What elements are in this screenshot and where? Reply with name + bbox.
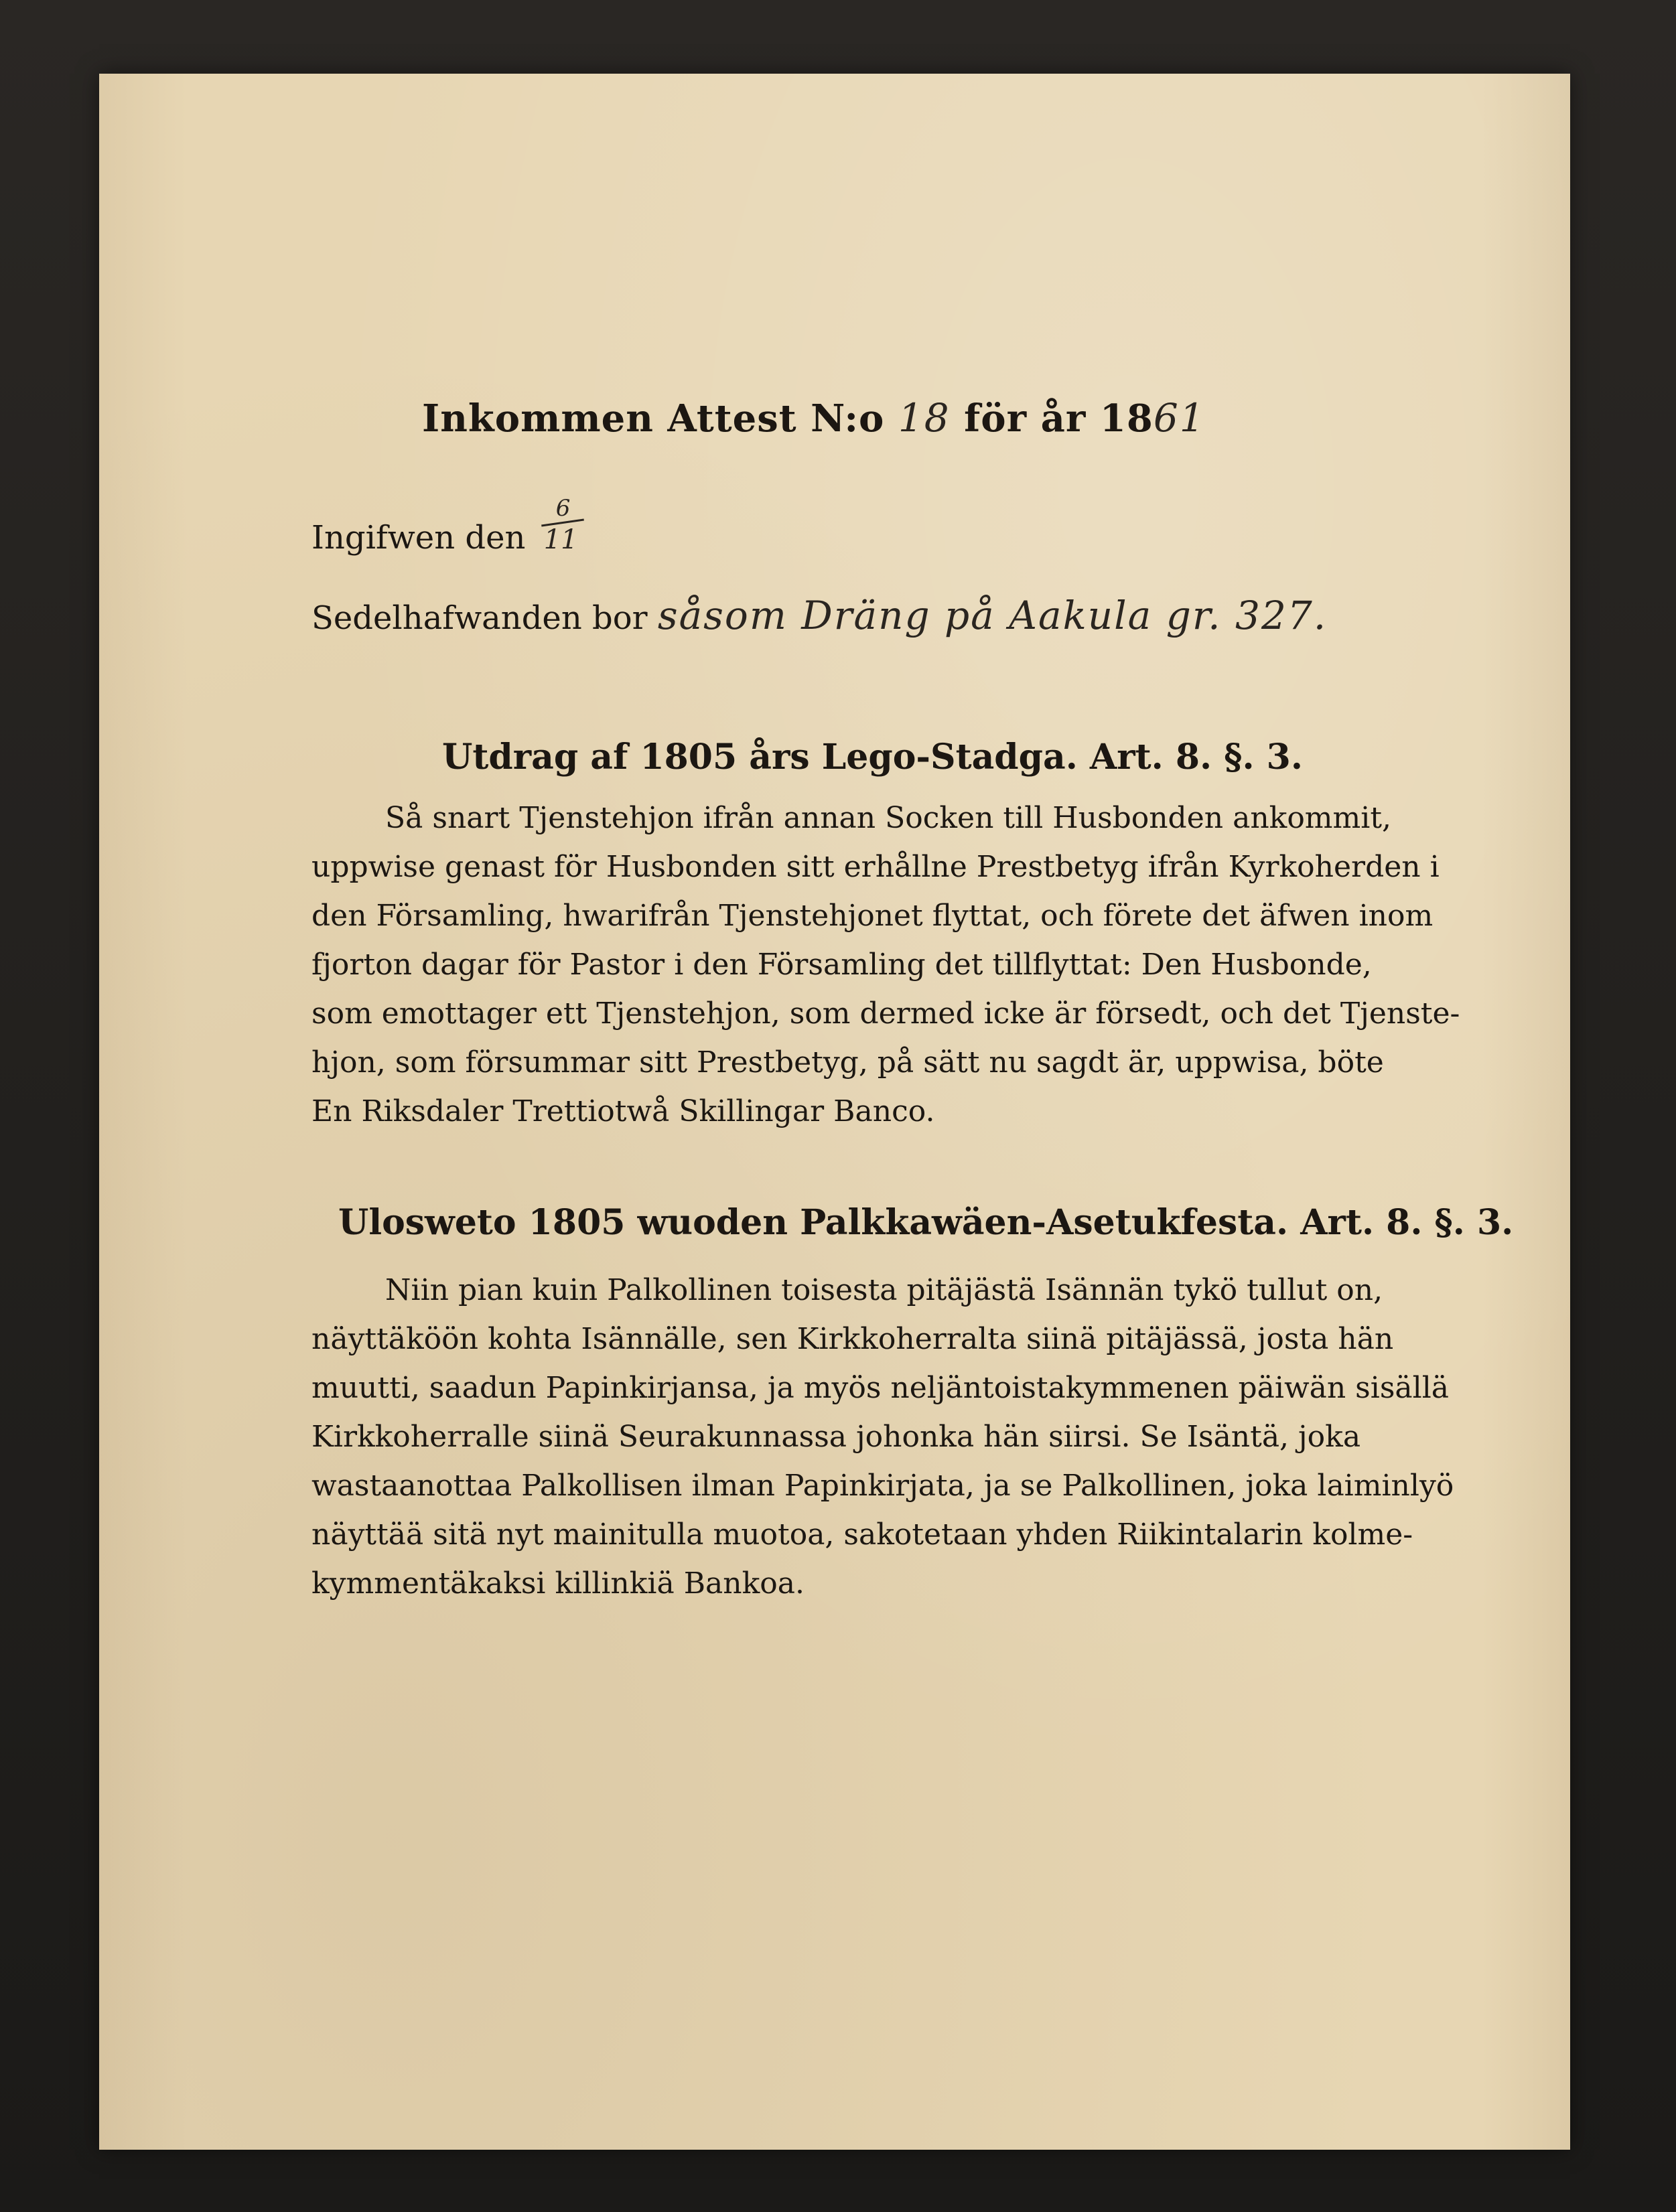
finnish-paragraph	[311, 1266, 1454, 1608]
swedish-line: Så snart Tjenstehjon ifrån annan Socken till Husbonden ankommit,	[385, 801, 1391, 835]
year-handwritten: 61	[1153, 395, 1206, 441]
finnish-line: muutti, saadun Papinkirjansa, ja myös neljäntoistakymmenen päiwän sisällä	[311, 1371, 1450, 1405]
finnish-line: wastaanottaa Palkollisen ilman Papinkirjata, ja se Palkollinen, joka laiminlyö	[311, 1469, 1454, 1503]
finnish-heading: Ulosweto 1805 wuoden Palkkawäen-Asetukfesta. Art. 8. §. 3.	[338, 1202, 1514, 1243]
received-date-handwritten	[536, 494, 596, 561]
received-date-month: 11	[543, 524, 578, 555]
swedish-line: fjorton dagar för Pastor i den Församling det tillflyttat: Den Husbonde,	[311, 948, 1372, 982]
swedish-line: uppwise genast för Husbonden sitt erhållne Prestbetyg ifrån Kyrkoherden i	[311, 850, 1440, 884]
holder-line	[311, 593, 1327, 638]
swedish-line: hjon, som försummar sitt Prestbetyg, på sätt nu sagdt är, uppwisa, böte	[311, 1045, 1384, 1080]
finnish-line: näyttää sitä nyt mainitulla muotoa, sakotetaan yhden Riikintalarin kolme-	[311, 1518, 1413, 1552]
finnish-line: Niin pian kuin Palkollinen toisesta pitäjästä Isännän tykö tullut on,	[385, 1273, 1383, 1307]
finnish-line: näyttäköön kohta Isännälle, sen Kirkkoherralta siinä pitäjässä, josta hän	[311, 1322, 1394, 1356]
received-date-day: 6	[555, 494, 571, 522]
received-label: Ingifwen den	[311, 519, 526, 557]
holder-label: Sedelhafwanden bor	[311, 599, 648, 637]
swedish-line: som emottager ett Tjenstehjon, som dermed icke är försedt, och det Tjenste-	[311, 997, 1460, 1031]
swedish-line: den Församling, hwarifrån Tjenstehjonet flyttat, och förete det äfwen inom	[311, 899, 1434, 933]
finnish-line: Kirkkoherralle siinä Seurakunnassa johonka hän siirsi. Se Isäntä, joka	[311, 1420, 1361, 1454]
swedish-paragraph	[311, 794, 1460, 1136]
received-line	[311, 494, 596, 561]
certificate-number-handwritten: 18	[898, 395, 951, 441]
finnish-line: kymmentäkaksi killinkiä Bankoa.	[311, 1566, 805, 1601]
certificate-title	[422, 395, 1206, 441]
holder-value-handwritten: såsom Dräng på Aakula gr. 327.	[657, 593, 1328, 638]
swedish-heading: Utdrag af 1805 års Lego-Stadga. Art. 8. §. 3.	[442, 737, 1303, 778]
swedish-line: En Riksdaler Trettiotwå Skillingar Banco.	[311, 1094, 935, 1128]
title-printed: Inkommen Attest N:o	[422, 396, 885, 441]
year-label: för år 18	[964, 396, 1154, 441]
